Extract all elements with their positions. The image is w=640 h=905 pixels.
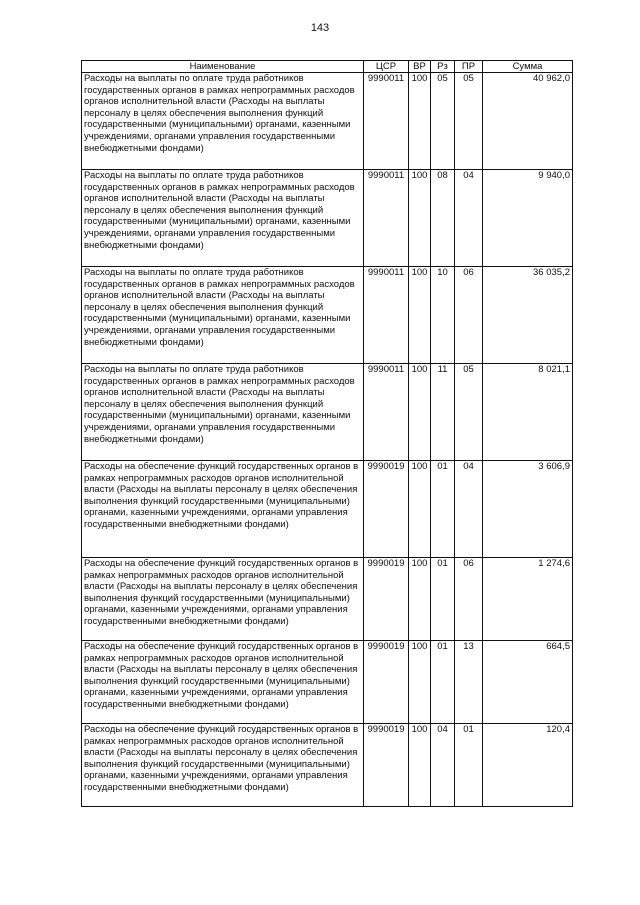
table-row [82, 641, 573, 724]
table-row [82, 724, 573, 807]
cell-vr: 100 [409, 724, 431, 807]
cell-rz: 08 [431, 170, 455, 267]
cell-sum: 40 962,0 [483, 73, 573, 170]
table-row [82, 558, 573, 641]
cell-rz: 01 [431, 461, 455, 558]
table-row [82, 364, 573, 461]
cell-csr: 9990019 [364, 724, 409, 807]
cell-vr: 100 [409, 267, 431, 364]
cell-pr: 05 [455, 364, 483, 461]
cell-csr: 9990011 [364, 267, 409, 364]
header-pr: ПР [455, 61, 483, 73]
cell-vr: 100 [409, 558, 431, 641]
header-csr: ЦСР [364, 61, 409, 73]
cell-pr: 06 [455, 267, 483, 364]
cell-name: Расходы на выплаты по оплате труда работников государственных органов в рамках непрограммных расходов органов исполнительной власти (Расходы на выплаты персоналу в целях обеспечения выполнения функций государственными (муниципальными) органами, казенными учреждениями, органами управления государственными внебюджетными фондами) [82, 170, 364, 267]
cell-pr: 01 [455, 724, 483, 807]
table-row [82, 73, 573, 170]
cell-sum: 120,4 [483, 724, 573, 807]
cell-vr: 100 [409, 641, 431, 724]
cell-csr: 9990019 [364, 558, 409, 641]
cell-sum: 1 274,6 [483, 558, 573, 641]
table-row [82, 461, 573, 558]
cell-rz: 04 [431, 724, 455, 807]
cell-sum: 3 606,9 [483, 461, 573, 558]
header-sum: Сумма [483, 61, 573, 73]
cell-csr: 9990011 [364, 170, 409, 267]
cell-name: Расходы на выплаты по оплате труда работников государственных органов в рамках непрограммных расходов органов исполнительной власти (Расходы на выплаты персоналу в целях обеспечения выполнения функций государственными (муниципальными) органами, казенными учреждениями, органами управления государственными внебюджетными фондами) [82, 267, 364, 364]
cell-vr: 100 [409, 73, 431, 170]
cell-rz: 01 [431, 558, 455, 641]
cell-vr: 100 [409, 170, 431, 267]
cell-rz: 01 [431, 641, 455, 724]
table-row [82, 170, 573, 267]
budget-table [81, 60, 573, 807]
cell-vr: 100 [409, 364, 431, 461]
header-rz: Рз [431, 61, 455, 73]
cell-sum: 8 021,1 [483, 364, 573, 461]
cell-pr: 04 [455, 461, 483, 558]
cell-pr: 04 [455, 170, 483, 267]
cell-rz: 10 [431, 267, 455, 364]
cell-rz: 11 [431, 364, 455, 461]
cell-vr: 100 [409, 461, 431, 558]
page-number: 143 [310, 22, 330, 34]
cell-csr: 9990011 [364, 364, 409, 461]
table-header-row [82, 61, 573, 73]
cell-csr: 9990011 [364, 73, 409, 170]
cell-sum: 664,5 [483, 641, 573, 724]
cell-name: Расходы на обеспечение функций государственных органов в рамках непрограммных расходов органов исполнительной власти (Расходы на выплаты персоналу в целях обеспечения выполнения функций государственными (муниципальными) органами, казенными учреждениями, органами управления государственными внебюджетными фондами) [82, 461, 364, 558]
cell-pr: 13 [455, 641, 483, 724]
cell-pr: 06 [455, 558, 483, 641]
header-name: Наименование [82, 61, 364, 73]
cell-name: Расходы на выплаты по оплате труда работников государственных органов в рамках непрограммных расходов органов исполнительной власти (Расходы на выплаты персоналу в целях обеспечения выполнения функций государственными (муниципальными) органами, казенными учреждениями, органами управления государственными внебюджетными фондами) [82, 364, 364, 461]
cell-name: Расходы на обеспечение функций государственных органов в рамках непрограммных расходов органов исполнительной власти (Расходы на выплаты персоналу в целях обеспечения выполнения функций государственными (муниципальными) органами, казенными учреждениями, органами управления государственными внебюджетными фондами) [82, 558, 364, 641]
cell-sum: 36 035,2 [483, 267, 573, 364]
table-row [82, 267, 573, 364]
cell-rz: 05 [431, 73, 455, 170]
cell-csr: 9990019 [364, 641, 409, 724]
cell-sum: 9 940,0 [483, 170, 573, 267]
cell-name: Расходы на выплаты по оплате труда работников государственных органов в рамках непрограммных расходов органов исполнительной власти (Расходы на выплаты персоналу в целях обеспечения выполнения функций государственными (муниципальными) органами, казенными учреждениями, органами управления государственными внебюджетными фондами) [82, 73, 364, 170]
cell-name: Расходы на обеспечение функций государственных органов в рамках непрограммных расходов органов исполнительной власти (Расходы на выплаты персоналу в целях обеспечения выполнения функций государственными (муниципальными) органами, казенными учреждениями, органами управления государственными внебюджетными фондами) [82, 724, 364, 807]
cell-pr: 05 [455, 73, 483, 170]
header-vr: ВР [409, 61, 431, 73]
cell-name: Расходы на обеспечение функций государственных органов в рамках непрограммных расходов органов исполнительной власти (Расходы на выплаты персоналу в целях обеспечения выполнения функций государственными (муниципальными) органами, казенными учреждениями, органами управления государственными внебюджетными фондами) [82, 641, 364, 724]
cell-csr: 9990019 [364, 461, 409, 558]
